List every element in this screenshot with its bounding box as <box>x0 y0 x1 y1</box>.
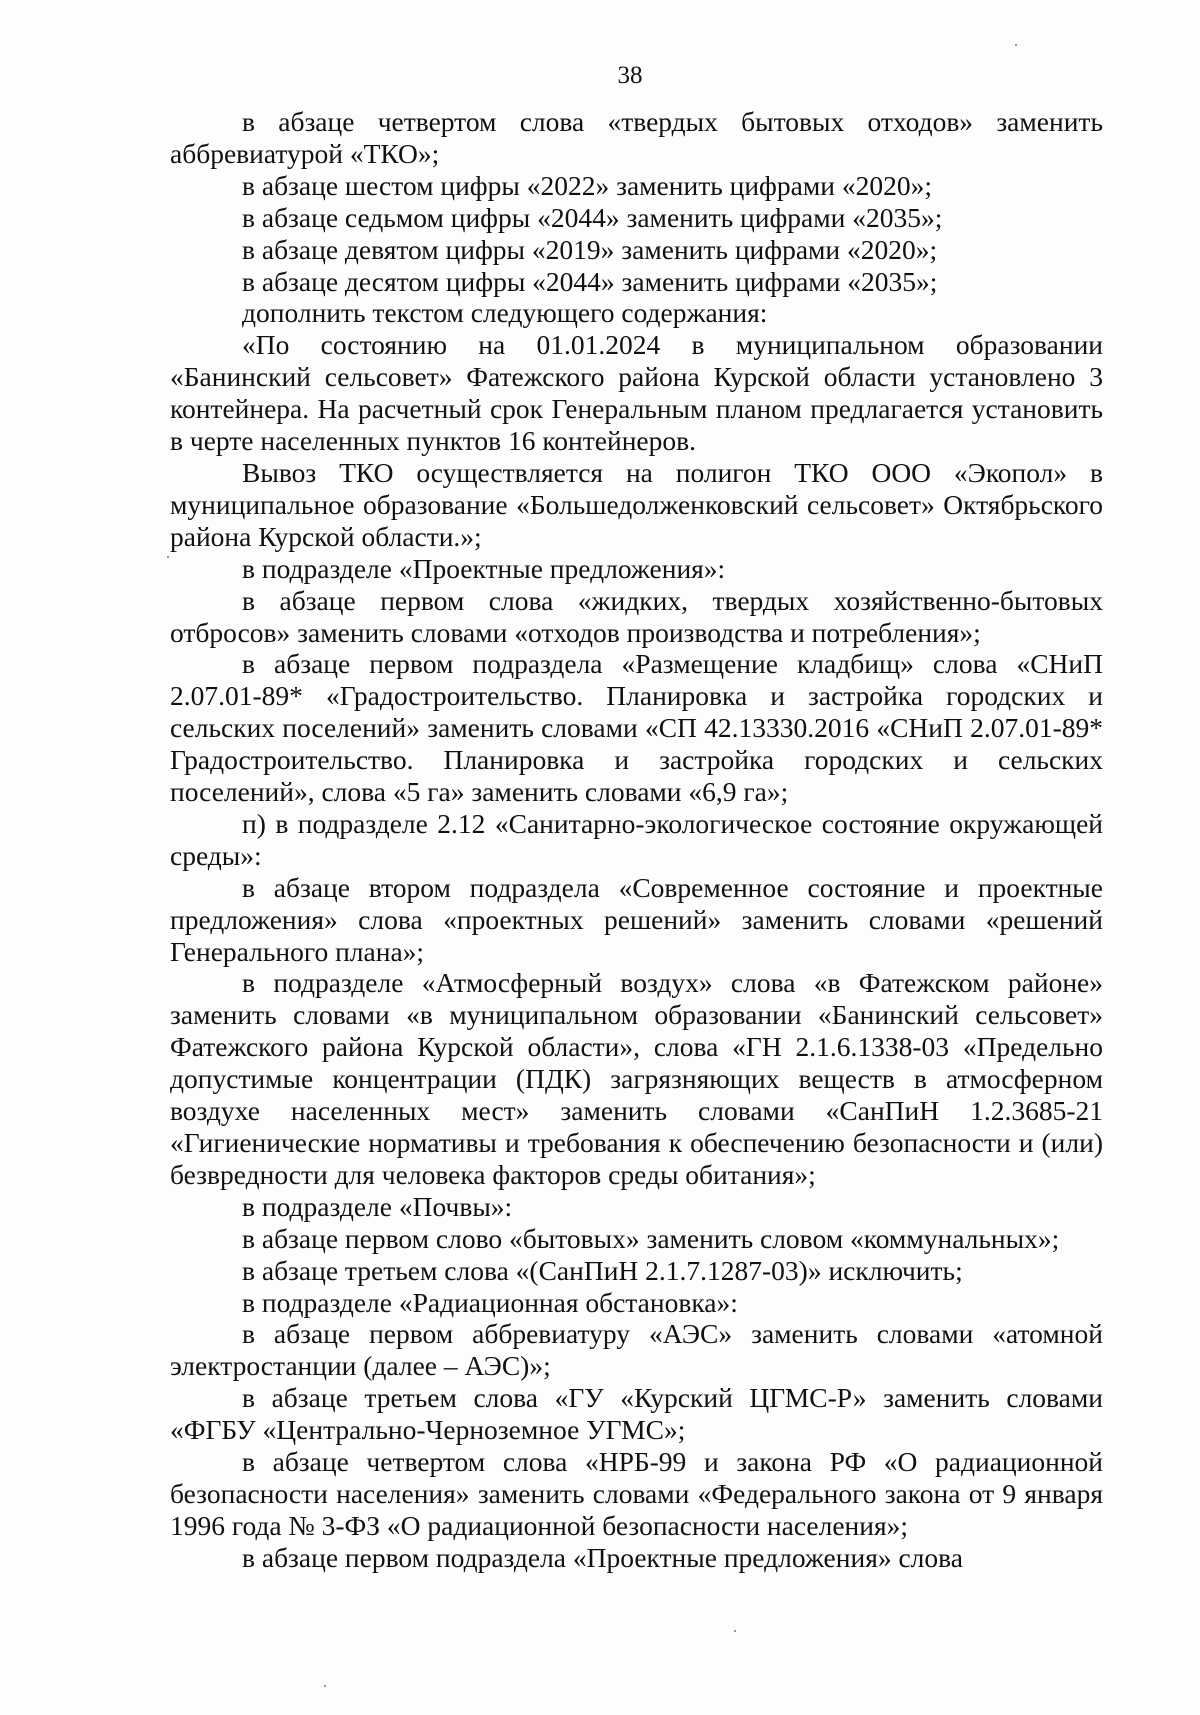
paragraph: в подразделе «Проектные предложения»: <box>242 552 726 584</box>
paragraph: в абзаце первом подраздела «Проектные предложения» слова <box>242 1541 963 1573</box>
paragraph: в абзаце втором подраздела «Современное состояние и проектные предложения» слова «проектных решений» заменить словами «решений Генерального плана»; <box>170 871 1103 967</box>
paragraph: в подразделе «Радиационная обстановка»: <box>242 1286 738 1318</box>
scan-speck <box>324 1685 326 1687</box>
paragraph: Вывоз ТКО осуществляется на полигон ТКО ООО «Экопол» в муниципальное образование «Большедолженковский сельсовет» Октябрьского района Курской области.»; <box>170 456 1103 552</box>
paragraph: в абзаце десятом цифры «2044» заменить цифрами «2035»; <box>242 265 938 297</box>
document-body <box>170 106 1103 1574</box>
paragraph: в абзаце третьем слова «(СанПиН 2.1.7.1287-03)» исключить; <box>242 1254 963 1286</box>
scan-speck <box>734 1630 736 1632</box>
paragraph: в абзаце первом аббревиатуру «АЭС» заменить словами «атомной электростанции (далее – АЭС)»; <box>170 1318 1103 1382</box>
paragraph: в абзаце девятом цифры «2019» заменить цифрами «2020»; <box>242 233 938 265</box>
paragraph: в абзаце четвертом слова «твердых бытовых отходов» заменить аббревиатурой «ТКО»; <box>170 106 1103 169</box>
paragraph: в подразделе «Атмосферный воздух» слова «в Фатежском районе» заменить словами «в муниципальном образовании «Банинский сельсовет» Фатежского района Курской области», слова «ГН 2.1.6.1338-03 «Предельно допустимые концентрации (ПДК) загрязняющих веществ в атмосферном воздухе населенных мест» заменить словами «СанПиН 1.2.3685-21 «Гигиенические нормативы и требования к обеспечению безопасности и (или) безвредности для человека факторов среды обитания»; <box>170 967 1103 1190</box>
paragraph: в абзаце четвертом слова «НРБ-99 и закона РФ «О радиационной безопасности населения» заменить словами «Федерального закона от 9 января 1996 года № 3-ФЗ «О радиационной безопасности населения»; <box>170 1446 1103 1541</box>
paragraph: в абзаце шестом цифры «2022» заменить цифрами «2020»; <box>242 169 932 201</box>
paragraph: в абзаце первом слова «жидких, твердых хозяйственно-бытовых отбросов» заменить словами «отходов производства и потребления»; <box>170 584 1103 648</box>
page-number: 38 <box>617 62 643 89</box>
paragraph: дополнить текстом следующего содержания: <box>242 297 768 329</box>
paragraph: в абзаце первом подраздела «Размещение кладбищ» слова «СНиП 2.07.01-89* «Градостроительство. Планировка и застройка городских и сельских поселений» заменить словами «СП 42.13330.2016 «СНиП 2.07.01-89* Градостроительство. Планировка и застройка городских и сельских поселений», слова «5 га» заменить словами «6,9 га»; <box>170 648 1103 808</box>
paragraph: в абзаце первом слово «бытовых» заменить словом «коммунальных»; <box>242 1222 1060 1254</box>
paragraph: п) в подразделе 2.12 «Санитарно-экологическое состояние окружающей среды»: <box>170 807 1103 871</box>
scan-speck <box>167 556 169 558</box>
scan-speck <box>1015 44 1017 46</box>
paragraph: в подразделе «Почвы»: <box>242 1190 513 1222</box>
paragraph: в абзаце третьем слова «ГУ «Курский ЦГМС-Р» заменить словами «ФГБУ «Центрально-Черноземное УГМС»; <box>170 1382 1103 1446</box>
paragraph: «По состоянию на 01.01.2024 в муниципальном образовании «Банинский сельсовет» Фатежского района Курской области установлено 3 контейнера. На расчетный срок Генеральным планом предлагается установить в черте населенных пунктов 16 контейнеров. <box>170 329 1103 457</box>
paragraph: в абзаце седьмом цифры «2044» заменить цифрами «2035»; <box>242 201 943 233</box>
